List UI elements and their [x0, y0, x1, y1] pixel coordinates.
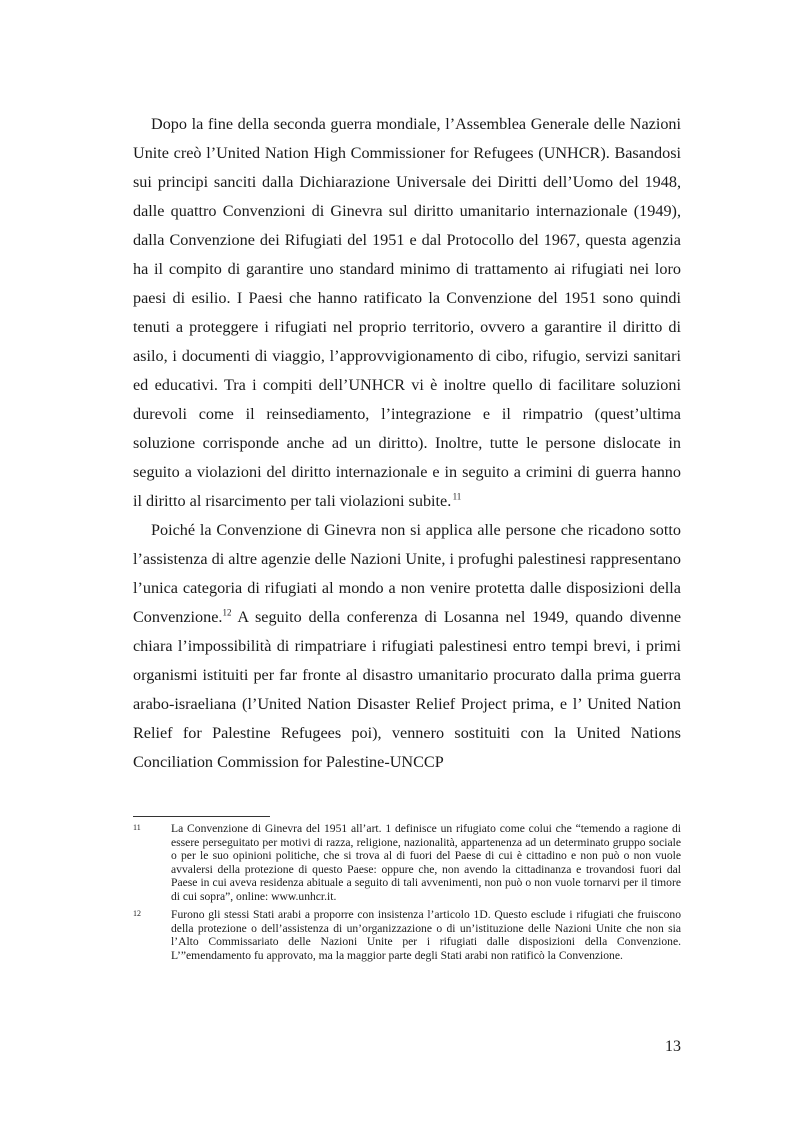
footnote-number: 12	[133, 909, 141, 918]
paragraph-1-text: Dopo la fine della seconda guerra mondiale, l’Assemblea Generale delle Nazioni Unite creò l’United Nation High Commissioner for Refugees (UNHCR). Basandosi sui principi sanciti dalla Dichiarazione Universale dei Diritti dell’Uomo del 1948, dalle quattro Convenzioni di Ginevra sul diritto umanitario internazionale (1949), dalla Convenzione dei Rifugiati del 1951 e dal Protocollo del 1967, questa agenzia ha il compito di garantire uno standard minimo di trattamento ai rifugiati nei loro paesi di esilio. I Paesi che hanno ratificato la Convenzione del 1951 sono quindi tenuti a proteggere i rifugiati nel proprio territorio, ovvero a garantire il diritto di asilo, i documenti di viaggio, l’approvvigionamento di cibo, rifugio, servizi sanitari ed educativi. Tra i compiti dell’UNHCR vi è inoltre quello di facilitare soluzioni durevoli come il reinsediamento, l’integrazione e il rimpatrio (quest’ultima soluzione corrisponde anche ad un diritto). Inoltre, tutte le persone dislocate in seguito a violazioni del diritto internazionale e in seguito a crimini di guerra hanno il diritto al risarcimento per tali violazioni subite.	[133, 115, 681, 510]
page-number: 13	[665, 1038, 681, 1055]
footnote-text: La Convenzione di Ginevra del 1951 all’art. 1 definisce un rifugiato come colui che “temendo a ragione di essere perseguitato per motivi di razza, religione, nazionalità, appartenenza ad un determinato gruppo sociale o per le suo opinioni politiche, che si trova al di fuori del Paese di cui è cittadino e non può o non vuole avvalersi della protezione di questo Paese: oppure che, non avendo la cittadinanza e trovandosi fuori dal Paese in cui aveva residenza abituale a seguito di tali avvenimenti, non può o non vuole tornarvi per il timore di cui sopra”, online: www.unhcr.it.	[171, 822, 681, 903]
footnote-separator	[133, 816, 270, 817]
footnote-11	[133, 822, 681, 903]
paragraph-2-text-b: A seguito della conferenza di Losanna nel 1949, quando divenne chiara l’impossibilità di rimpatriare i rifugiati palestinesi entro tempi brevi, i primi organismi istituiti per far fronte al disastro umanitario procurato dalla prima guerra arabo-israeliana (l’United Nation Disaster Relief Project prima, e l’ United Nation Relief for Palestine Refugees poi), vennero sostituiti con la United Nations Conciliation Commission for Palestine-UNCCP	[133, 608, 682, 771]
paragraph-1	[133, 110, 681, 516]
paragraph-2-text-a: Poiché la Convenzione di Ginevra non si applica alle persone che ricadono sotto l’assistenza di altre agenzie delle Nazioni Unite, i profughi palestinesi rappresentano l’unica categoria di rifugiati al mondo a non venire protetta dalle disposizioni della Convenzione.	[133, 521, 681, 626]
footnotes	[133, 822, 681, 967]
paragraph-2	[133, 516, 681, 777]
footnote-ref-11: 11	[452, 491, 462, 502]
footnote-12	[133, 908, 681, 962]
footnote-text: Furono gli stessi Stati arabi a proporre con insistenza l’articolo 1D. Questo esclude i rifugiati che fruiscono della protezione o dell’assistenza di un’organizzazione o di un’istituzione delle Nazioni Unite che non sia l’Alto Commissariato delle Nazioni Unite per i rifugiati dalle disposizioni della Convenzione. L’”emendamento fu approvato, ma la maggior parte degli Stati arabi non ratificò la Convenzione.	[171, 908, 681, 962]
footnote-ref-12: 12	[222, 607, 232, 618]
footnote-number: 11	[133, 823, 141, 832]
body-text	[133, 110, 681, 777]
